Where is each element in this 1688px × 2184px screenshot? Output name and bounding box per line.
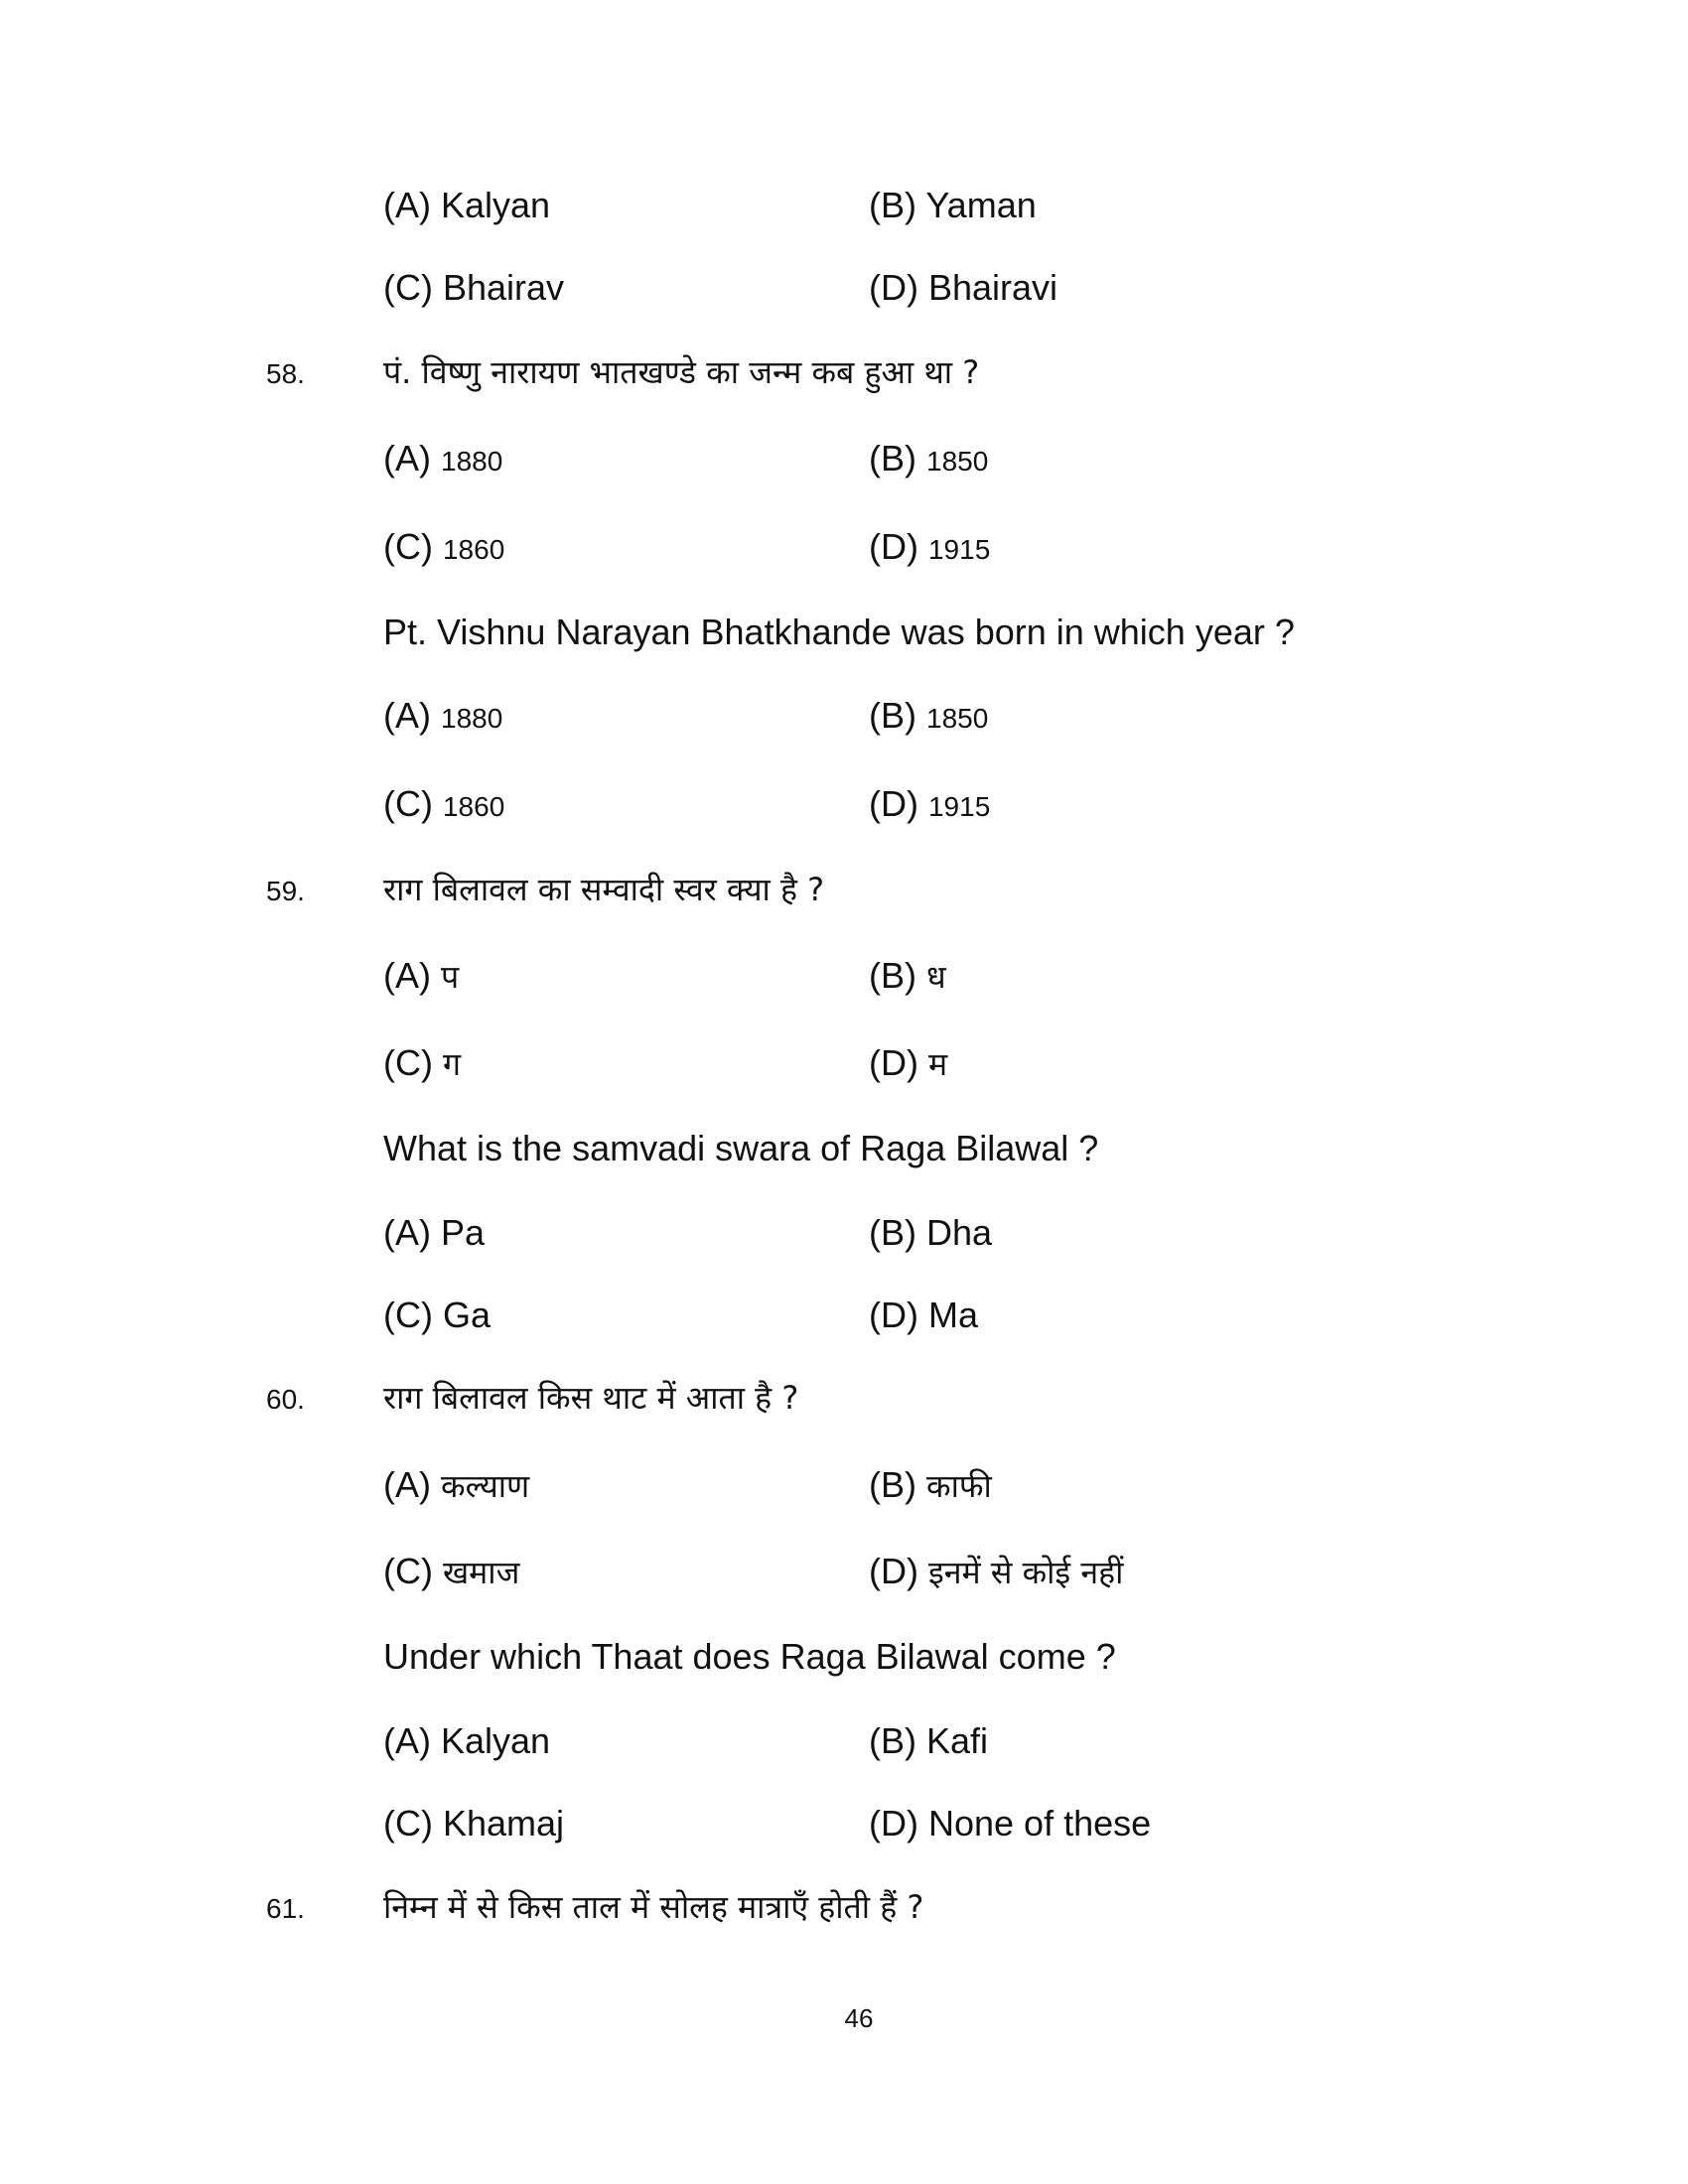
option-right: (D) None of these [869, 1803, 1152, 1843]
option-left [383, 437, 502, 483]
question-number: 59. [266, 876, 305, 906]
option-left [383, 954, 459, 999]
question-text: Under which Thaat does Raga Bilawal come ? [383, 1636, 1116, 1677]
option-right [869, 954, 946, 999]
question-text: Pt. Vishnu Narayan Bhatkhande was born in which year ? [383, 612, 1295, 652]
option-label: (D) [869, 526, 928, 567]
question-number: 60. [266, 1384, 305, 1415]
option-value: इनमें से कोई नहीं [927, 1554, 1124, 1591]
option-left [383, 525, 504, 572]
option-right [869, 694, 988, 741]
option-label: (C) [383, 1042, 443, 1083]
question-text: पं. विष्णु नारायण भातखण्डे का जन्म कब हुआ था ? [383, 353, 980, 391]
option-left: (C) Bhairav [383, 267, 565, 308]
option-value: ग [442, 1045, 462, 1083]
option-right [869, 782, 990, 829]
option-right: (D) Ma [869, 1295, 978, 1335]
option-label: (A) [383, 695, 441, 736]
option-left [383, 694, 502, 741]
option-left [383, 1550, 519, 1594]
option-label: (A) [383, 1464, 441, 1505]
option-label: (B) [869, 955, 926, 996]
option-value: 1850 [926, 703, 989, 734]
option-value: म [927, 1045, 948, 1083]
option-right: (B) Dha [869, 1212, 993, 1253]
option-right [869, 1463, 992, 1508]
option-right [869, 1041, 947, 1086]
question-text: What is the samvadi swara of Raga Bilawal ? [383, 1128, 1099, 1168]
option-value: काफी [926, 1467, 992, 1505]
option-label: (C) [383, 526, 443, 567]
option-right [869, 1550, 1123, 1594]
option-label: (C) [383, 783, 443, 824]
option-value: 1860 [442, 534, 505, 565]
question-number: 61. [266, 1893, 305, 1924]
option-label: (B) [869, 1464, 926, 1505]
option-value: 1915 [927, 534, 991, 565]
option-right [869, 525, 990, 572]
option-label: (A) [383, 438, 441, 478]
option-right [869, 437, 988, 483]
option-value: 1880 [441, 446, 503, 477]
option-label: (B) [869, 695, 926, 736]
option-value: खमाज [442, 1554, 520, 1591]
page-number: 46 [844, 2003, 874, 2033]
option-left [383, 1041, 461, 1086]
option-value: 1850 [926, 446, 989, 477]
option-value: 1860 [442, 791, 505, 822]
option-value: कल्याण [441, 1467, 530, 1505]
option-label: (D) [869, 783, 928, 824]
option-label: (D) [869, 1551, 928, 1591]
option-label: (A) [383, 955, 441, 996]
question-text: निम्न में से किस ताल में सोलह मात्राएँ होती हैं ? [383, 1888, 924, 1926]
option-left: (A) Kalyan [383, 185, 551, 225]
option-left: (A) Pa [383, 1212, 486, 1253]
option-left: (C) Ga [383, 1295, 491, 1335]
option-left [383, 1463, 529, 1508]
option-left: (A) Kalyan [383, 1720, 551, 1761]
option-label: (B) [869, 438, 926, 478]
question-number: 58. [266, 358, 305, 389]
option-value: ध [926, 958, 946, 996]
option-right: (D) Bhairavi [869, 267, 1058, 308]
option-left [383, 782, 504, 829]
option-right: (B) Kafi [869, 1720, 989, 1761]
option-value: प [441, 958, 460, 996]
option-value: 1915 [927, 791, 991, 822]
option-left: (C) Khamaj [383, 1803, 565, 1843]
option-label: (D) [869, 1042, 928, 1083]
option-label: (C) [383, 1551, 443, 1591]
option-value: 1880 [441, 703, 503, 734]
question-text: राग बिलावल का सम्वादी स्वर क्या है ? [383, 871, 825, 908]
option-right: (B) Yaman [869, 185, 1037, 225]
question-text: राग बिलावल किस थाट में आता है ? [383, 1379, 799, 1417]
